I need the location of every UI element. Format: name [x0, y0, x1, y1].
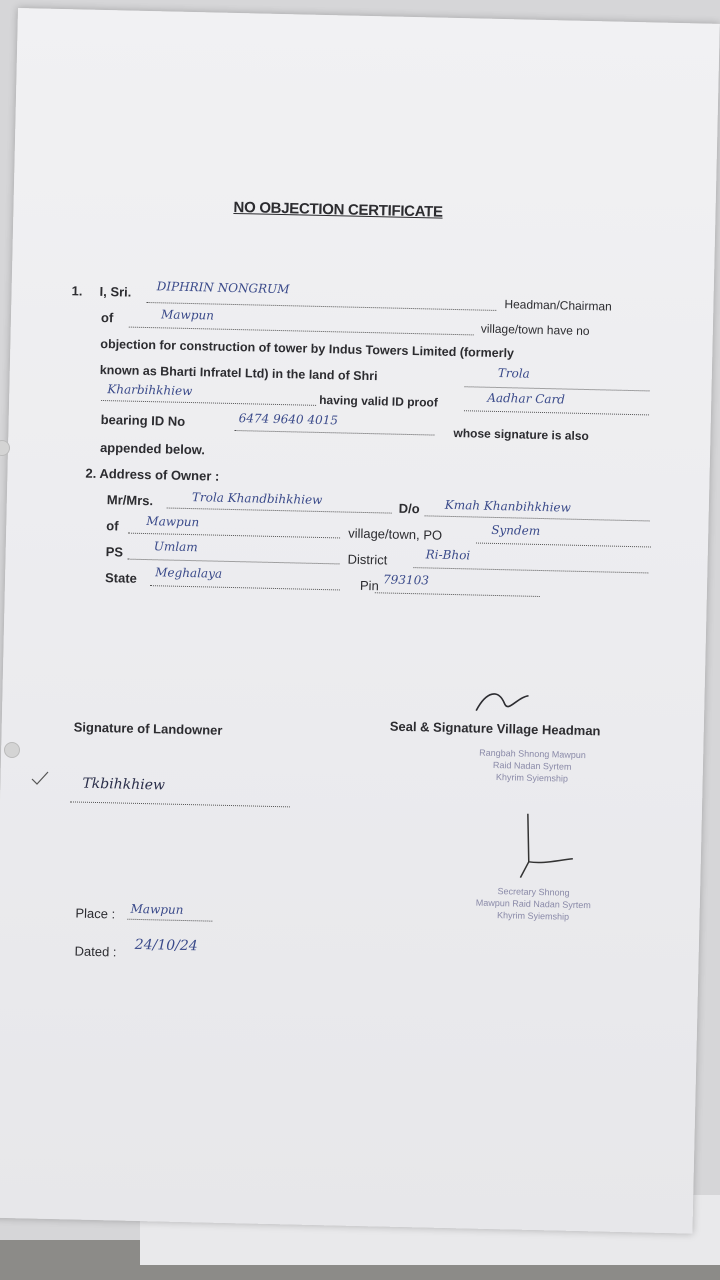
owner-label: Mr/Mrs.: [106, 492, 154, 509]
proof-label: having valid ID proof: [319, 392, 439, 410]
ps-label: PS: [105, 544, 124, 560]
seal-top-line-3: Khyrim Syiemship: [495, 772, 569, 784]
pin-label: Pin: [359, 577, 379, 594]
place-value: Mawpun: [130, 901, 184, 917]
seal-top-line-2: Raid Nadan Syrtem: [492, 759, 572, 772]
parent-value: Kmah Khanbihkhiew: [444, 497, 572, 515]
landowner-signature-label: Signature of Landowner: [73, 719, 223, 738]
dated-value: 24/10/24: [134, 936, 198, 955]
po-line: [476, 543, 651, 548]
seal-bottom-line-1: Secretary Shnong: [497, 886, 570, 898]
district-line: [413, 567, 648, 573]
address-of-line: [128, 533, 340, 539]
parent-line: [425, 515, 650, 521]
owner-value: Trola Khandbihkhiew: [191, 490, 323, 508]
ps-line: [128, 559, 340, 565]
headman-village: Mawpun: [160, 307, 215, 323]
proof-line: [464, 410, 649, 415]
id-line: [234, 430, 434, 436]
address-heading: 2. Address of Owner :: [85, 465, 220, 484]
state-label: State: [104, 570, 138, 586]
village-suffix: village/town have no: [480, 321, 590, 339]
seal-bottom-line-3: Khyrim Syiemship: [496, 910, 570, 922]
headman-role: Headman/Chairman: [504, 297, 612, 314]
id-suffix: whose signature is also: [453, 425, 589, 444]
proof-value: Aadhar Card: [487, 390, 566, 407]
item1-of: of: [100, 309, 114, 326]
state-value: Meghalaya: [155, 565, 223, 581]
headman-signature: [506, 811, 578, 883]
village-po-label: village/town, PO: [348, 525, 443, 543]
objection-line: objection for construction of tower by Indus Towers Limited (formerly: [100, 336, 515, 361]
certificate-page: [0, 8, 720, 1234]
place-label: Place :: [75, 905, 116, 922]
headman-name: DIPHRIN NONGRUM: [156, 279, 290, 297]
seal-bottom: [475, 885, 591, 924]
pin-line: [375, 592, 540, 597]
item1-prefix: I, Sri.: [99, 283, 132, 300]
land-of-line: known as Bharti Infratel Ltd) in the land of Shri: [99, 362, 378, 384]
seal-bottom-line-2: Mawpun Raid Nadan Syrtem: [475, 897, 591, 911]
owner-name-part1: Trola: [497, 365, 530, 381]
id-label: bearing ID No: [100, 411, 186, 429]
headman-seal-label: Seal & Signature Village Headman: [389, 718, 601, 739]
district-value: Ri-Bhoi: [425, 547, 471, 563]
district-label: District: [347, 551, 388, 568]
po-value: Syndem: [491, 522, 541, 538]
tick-mark: [30, 770, 50, 786]
parent-label: D/o: [398, 500, 420, 517]
owner-value-line: [167, 508, 392, 514]
owner-name-part2: Kharbihkhiew: [107, 382, 193, 399]
seal-top-line-1: Rangbah Shnong Mawpun: [479, 747, 586, 761]
ps-value: Umlam: [153, 539, 198, 555]
document-title: NO OBJECTION CERTIFICATE: [233, 198, 443, 221]
address-of-value: Mawpun: [146, 514, 200, 530]
state-line: [150, 585, 340, 590]
seal-top: [479, 747, 586, 785]
dated-label: Dated :: [74, 943, 117, 960]
id-value: 6474 9640 4015: [238, 411, 339, 428]
headman-initial-mark: [472, 686, 533, 717]
pin-value: 793103: [382, 572, 430, 588]
appended-line: appended below.: [99, 439, 206, 458]
village-line: [129, 327, 474, 336]
landowner-signature: Tkbihkhiew: [82, 775, 166, 794]
owner-line-2: [101, 400, 316, 406]
binder-hole-bottom: [4, 742, 20, 758]
landowner-signature-line: [70, 801, 290, 807]
item1-number: 1.: [71, 283, 83, 299]
address-of-label: of: [106, 518, 119, 534]
place-line: [127, 919, 212, 922]
